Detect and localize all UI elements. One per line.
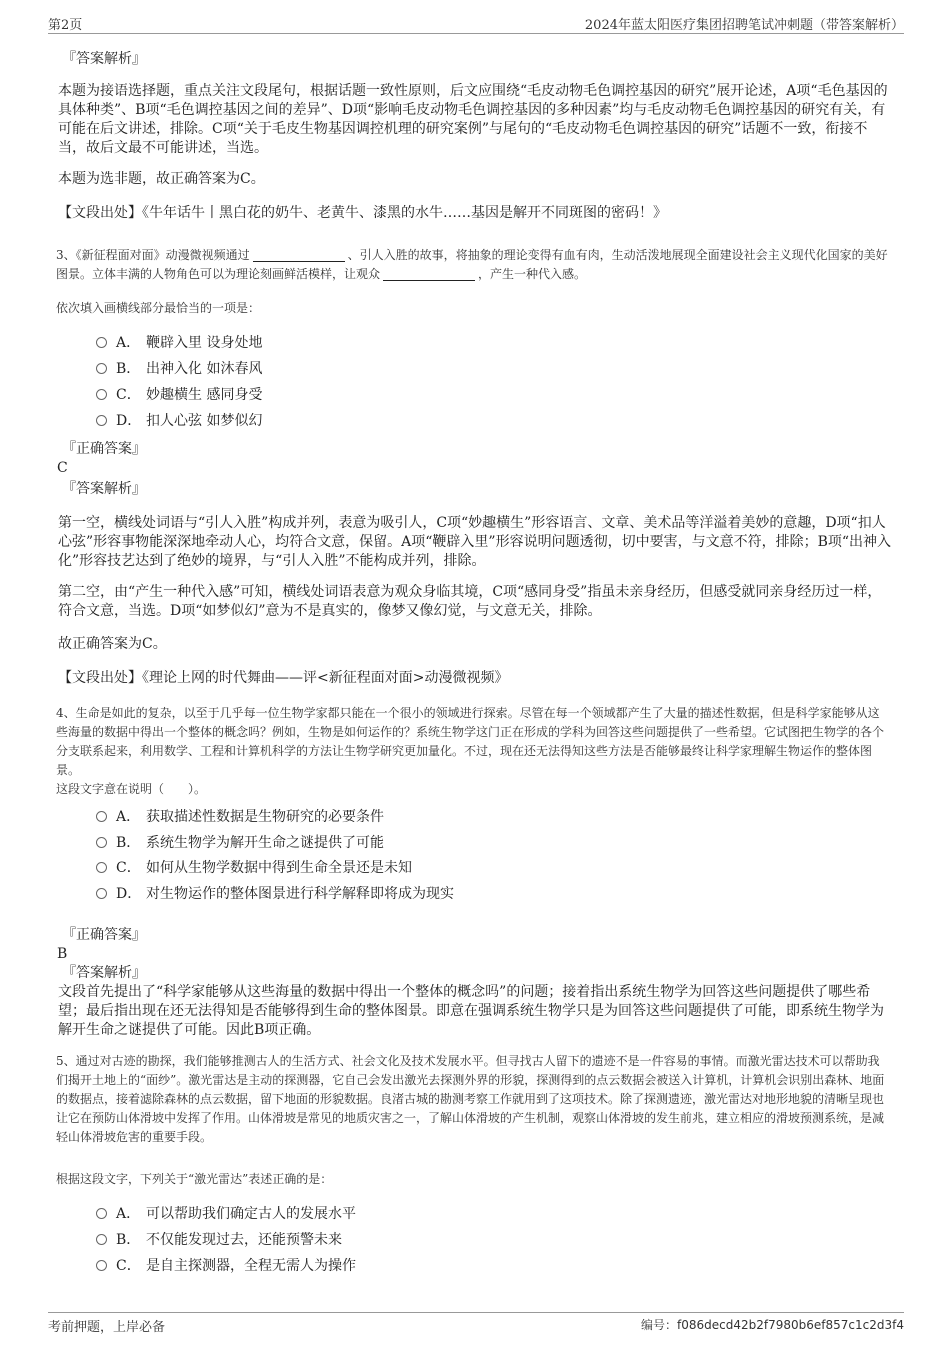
analysis-paragraph: 第一空，横线处词语与“引人入胜”构成并列，表意为吸引人，C项“妙趣横生”形容语言、文章、美术品等洋溢着美妙的意趣，D项“扣人心弦”形容事物能深深地牵动人心，均符合文意，保留。A项“鞭辟入里”形容说明问题透彻，切中要害，与文意不符，排除；B项“出神入化”形容技艺达到了绝妙的境界，与“引人入胜”不能构成并列，排除。 <box>58 515 892 569</box>
option-b[interactable]: B． 不仅能发现过去，还能预警未来 <box>96 1231 342 1250</box>
option-d[interactable]: D． 扣人心弦 如梦似幻 <box>96 412 262 431</box>
option-c[interactable]: C． 如何从生物学数据中得到生命全景还是未知 <box>96 859 412 878</box>
option-a[interactable]: A． 获取描述性数据是生物研究的必要条件 <box>96 808 384 827</box>
analysis-paragraph: 文段首先提出了“科学家能够从这些海量的数据中得出一个整体的概念吗”的问题；接着指出系统生物学为回答这些问题提供了哪些希望；最后指出现在还无法得知是否能够得到生命的整体图景。即意在强调系统生物学只是为回答这些问题提供了可能，即系统生物学为解开生命之谜提供了可能。因此B项正确。 <box>58 984 884 1038</box>
radio-icon[interactable] <box>96 811 107 822</box>
correct-answer: B <box>57 946 68 962</box>
footer-slogan: 考前押题，上岸必备 <box>48 1320 166 1335</box>
correct-answer-label: 『正确答案』 <box>62 441 146 457</box>
question-prompt: 根据这段文字，下列关于“激光雷达”表述正确的是： <box>56 1172 333 1186</box>
analysis-paragraph: 本题为选非题，故正确答案为C。 <box>58 171 265 187</box>
radio-icon[interactable] <box>96 1260 107 1271</box>
radio-icon[interactable] <box>96 389 107 400</box>
radio-icon[interactable] <box>96 888 107 899</box>
analysis-paragraph: 本题为接语选择题，重点关注文段尾句，根据话题一致性原则，后文应围绕“毛皮动物毛色调控基因的研究”展开论述，A项“毛色基因的具体种类”、B项“毛色调控基因之间的差异”、D项“影响毛皮动物毛色调控基因的多种因素”均与毛皮动物毛色调控基因的研究有关，有可能在后文讲述，排除。C项“关于毛皮生物基因调控机理的研究案例”与尾句的“毛皮动物毛色调控基因的研究”话题不一致，衔接不当，故后文最不可能讲述，当选。 <box>58 83 888 156</box>
fill-blank <box>383 268 475 281</box>
option-c[interactable]: C． 妙趣横生 感同身受 <box>96 386 262 405</box>
analysis-label: 『答案解析』 <box>62 481 146 497</box>
radio-icon[interactable] <box>96 415 107 426</box>
page-number: 第2页 <box>48 18 83 33</box>
radio-icon[interactable] <box>96 862 107 873</box>
radio-icon[interactable] <box>96 837 107 848</box>
option-d[interactable]: D． 对生物运作的整体图景进行科学解释即将成为现实 <box>96 885 454 904</box>
question-prompt: 这段文字意在说明（ ）。 <box>56 782 207 796</box>
option-a[interactable]: A． 鞭辟入里 设身处地 <box>96 334 262 353</box>
question-prompt: 依次填入画横线部分最恰当的一项是： <box>56 301 261 315</box>
question-5-text: 5、通过对古迹的勘探，我们能够推测古人的生活方式、社会文化及技术发展水平。但寻找古人留下的遗迹不是一件容易的事情。而激光雷达技术可以帮助我们揭开土地上的“面纱”。激光雷达是主动的探测器，它自己会发出激光去探测外界的形貌，探测得到的点云数据会被送入计算机，计算机会识别出森林、地面的数据点，接着滤除森林的点云数据，留下地面的形貌数据。良渚古城的勘测考察工作就用到了这项技术。除了探测遗迹，激光雷达对地形地貌的清晰呈现也让它在预防山体滑坡中发挥了作用。山体滑坡是常见的地质灾害之一，了解山体滑坡的产生机制，观察山体滑坡的发生前兆，建立相应的滑坡预测系统，是减轻山体滑坡危害的重要手段。 <box>56 1054 885 1144</box>
radio-icon[interactable] <box>96 337 107 348</box>
document-title: 2024年蓝太阳医疗集团招聘笔试冲刺题（带答案解析） <box>584 18 904 33</box>
question-3-text: 3、《新征程面对面》动漫微视频通过 、引人入胜的故事，将抽象的理论变得有血有肉，生动活泼地展现全面建设社会主义现代化国家的美好图景。立体丰满的人物角色可以为理论刻画鲜活模样，让观众 ，产生一种代入感。 <box>56 248 888 281</box>
option-b[interactable]: B． 系统生物学为解开生命之谜提供了可能 <box>96 834 384 853</box>
option-a[interactable]: A． 可以帮助我们确定古人的发展水平 <box>96 1205 356 1224</box>
question-4-text: 4、生命是如此的复杂，以至于几乎每一位生物学家都只能在一个很小的领域进行探索。尽管在每一个领域都产生了大量的描述性数据，但是科学家能够从这些海量的数据中得出一个整体的概念吗？例如，生物是如何运作的？系统生物学这门正在形成的学科为回答这些问题提供了一些希望。它试图把生物学的各个分支联系起来，利用数学、工程和计算机科学的方法让生物学研究更加量化。不过，现在还无法得知这些方法是否能够最终让科学家理解生物运作的整体图景。 <box>56 706 885 777</box>
correct-answer-label: 『正确答案』 <box>62 927 146 943</box>
analysis-label: 『答案解析』 <box>62 965 146 981</box>
analysis-paragraph: 第二空，由“产生一种代入感”可知，横线处词语表意为观众身临其境，C项“感同身受”指虽未亲身经历，但感受就同亲身经历过一样，符合文意，当选。D项“如梦似幻”意为不是真实的，像梦又像幻觉，与文意无关，排除。 <box>58 584 882 619</box>
analysis-paragraph: 故正确答案为C。 <box>58 636 167 652</box>
source-citation: 【文段出处】《牛年话牛丨黑白花的奶牛、老黄牛、漆黑的水牛……基因是解开不同斑图的密码！》 <box>58 205 667 221</box>
analysis-label: 『答案解析』 <box>62 51 146 67</box>
radio-icon[interactable] <box>96 1208 107 1219</box>
radio-icon[interactable] <box>96 1234 107 1245</box>
document-id: 编号：f086decd42b2f7980b6ef857c1c2d3f4 <box>641 1318 904 1332</box>
page-footer <box>48 1312 904 1337</box>
fill-blank <box>253 249 345 262</box>
page-header <box>48 12 904 34</box>
option-c[interactable]: C． 是自主探测器，全程无需人为操作 <box>96 1257 356 1276</box>
correct-answer: C <box>57 460 68 476</box>
option-b[interactable]: B． 出神入化 如沐春风 <box>96 360 262 379</box>
radio-icon[interactable] <box>96 363 107 374</box>
source-citation: 【文段出处】《理论上网的时代舞曲——评<新征程面对面>动漫微视频》 <box>58 670 509 686</box>
